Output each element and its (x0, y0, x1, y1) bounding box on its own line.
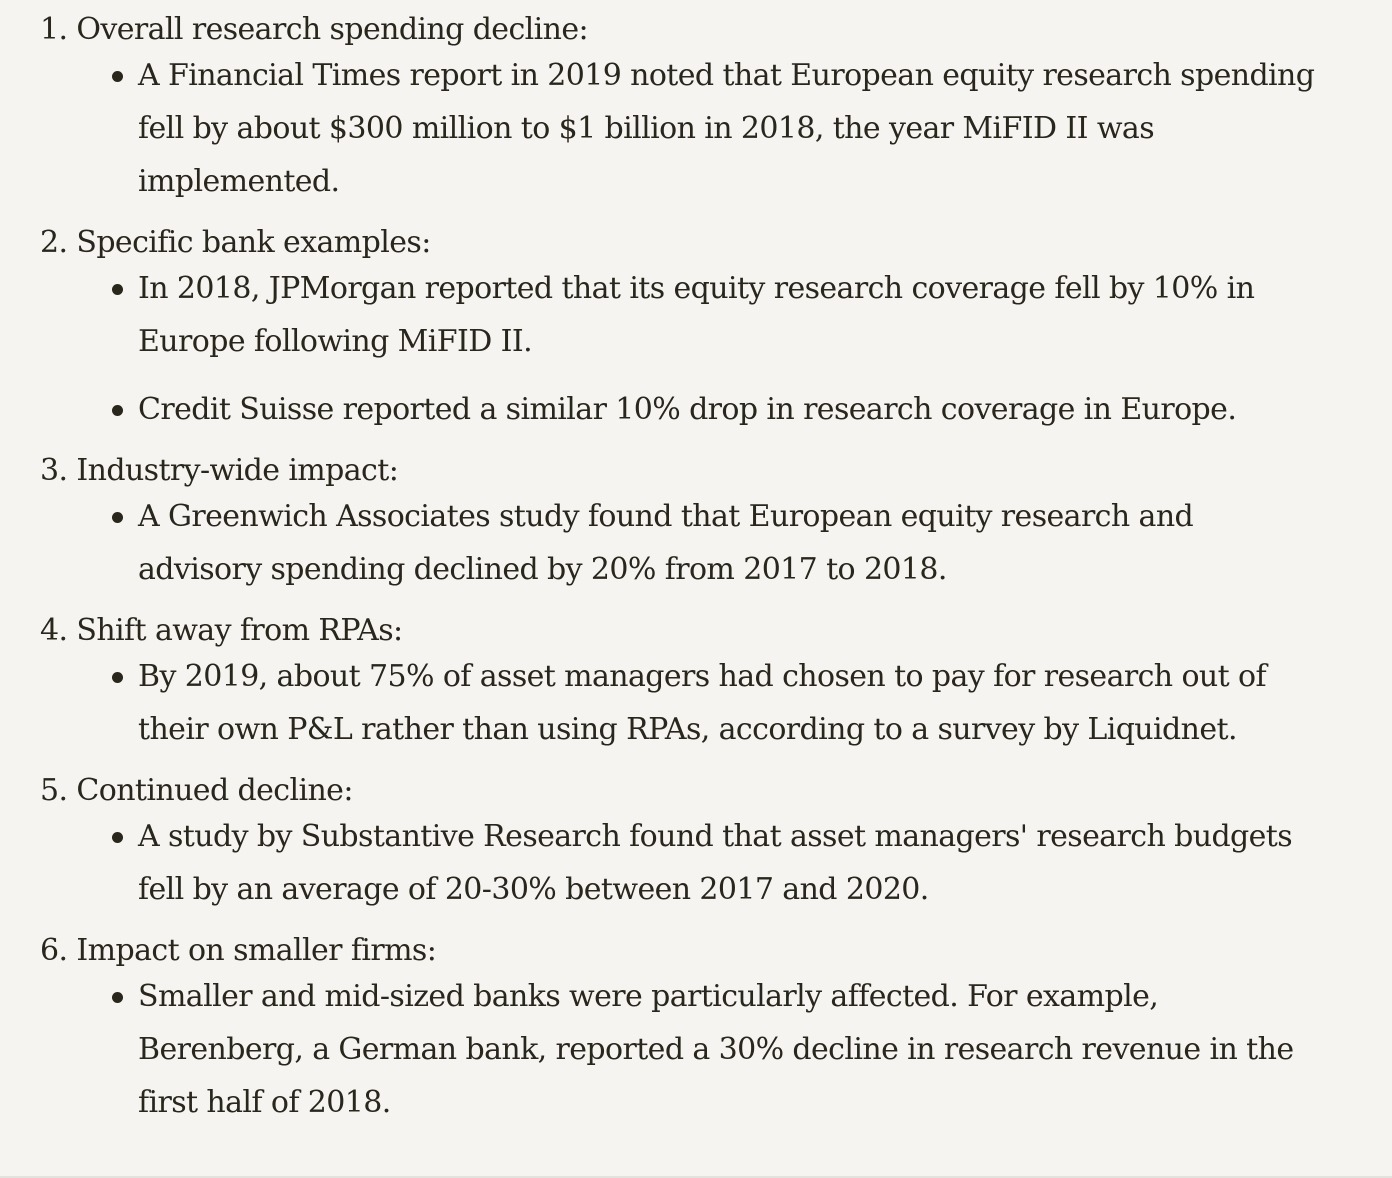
list-item-5 (40, 769, 1340, 916)
bullet-text: Smaller and mid-sized banks were particularly affected. For example, Berenberg, a German bank, reported a 30% decline in research revenue in the first half of 2018. (138, 979, 1294, 1120)
list-item-number: 6. (40, 933, 68, 968)
list-item-title: Shift away from RPAs: (76, 613, 403, 648)
bullet-text: In 2018, JPMorgan reported that its equity research coverage fell by 10% in Europe following MiFID II. (138, 271, 1255, 359)
bullet-text: A Financial Times report in 2019 noted that European equity research spending fell by about $300 million to $1 billion in 2018, the year MiFID II was implemented. (138, 58, 1315, 199)
list-item-heading (40, 449, 1340, 493)
list-item-title: Specific bank examples: (76, 225, 431, 260)
bullet-list (40, 490, 1340, 596)
bullet-dot-icon (112, 405, 123, 416)
bullet-list (40, 262, 1340, 436)
bullet-text: By 2019, about 75% of asset managers had chosen to pay for research out of their own P&L rather than using RPAs, according to a survey by Liquidnet. (138, 659, 1267, 747)
list-item-heading (40, 929, 1340, 973)
list-item-number: 3. (40, 453, 68, 488)
bullet-list (40, 970, 1340, 1129)
list-item-heading (40, 221, 1340, 265)
list-item-6 (40, 929, 1340, 1129)
bullet-list (40, 650, 1340, 756)
bullet-item (40, 49, 1340, 208)
numbered-list (40, 8, 1340, 1142)
list-item-number: 2. (40, 225, 68, 260)
list-item-heading (40, 769, 1340, 813)
list-item-3 (40, 449, 1340, 596)
bullet-dot-icon (112, 992, 123, 1003)
bullet-dot-icon (112, 512, 123, 523)
bullet-text: Credit Suisse reported a similar 10% drop in research coverage in Europe. (138, 392, 1237, 427)
list-item-4 (40, 609, 1340, 756)
list-item-title: Overall research spending decline: (76, 12, 589, 47)
list-item-2 (40, 221, 1340, 436)
list-item-number: 4. (40, 613, 68, 648)
bullet-text: A study by Substantive Research found that asset managers' research budgets fell by an average of 20-30% between 2017 and 2020. (138, 819, 1293, 907)
list-item-heading (40, 609, 1340, 653)
bullet-item (40, 650, 1340, 756)
bullet-dot-icon (112, 71, 123, 82)
bullet-item (40, 262, 1340, 368)
bullet-item (40, 970, 1340, 1129)
list-item-title: Impact on smaller firms: (76, 933, 437, 968)
bullet-dot-icon (112, 672, 123, 683)
list-item-number: 5. (40, 773, 68, 808)
bullet-item (40, 810, 1340, 916)
bullet-list (40, 810, 1340, 916)
bullet-dot-icon (112, 832, 123, 843)
list-item-title: Continued decline: (76, 773, 353, 808)
bullet-item (40, 490, 1340, 596)
list-item-number: 1. (40, 12, 68, 47)
list-item-1 (40, 8, 1340, 208)
bullet-text: A Greenwich Associates study found that European equity research and advisory spending declined by 20% from 2017 to 2018. (138, 499, 1194, 587)
bullet-item (40, 383, 1340, 436)
bullet-dot-icon (112, 284, 123, 295)
bullet-list (40, 49, 1340, 208)
list-item-title: Industry-wide impact: (76, 453, 399, 488)
list-item-heading (40, 8, 1340, 52)
